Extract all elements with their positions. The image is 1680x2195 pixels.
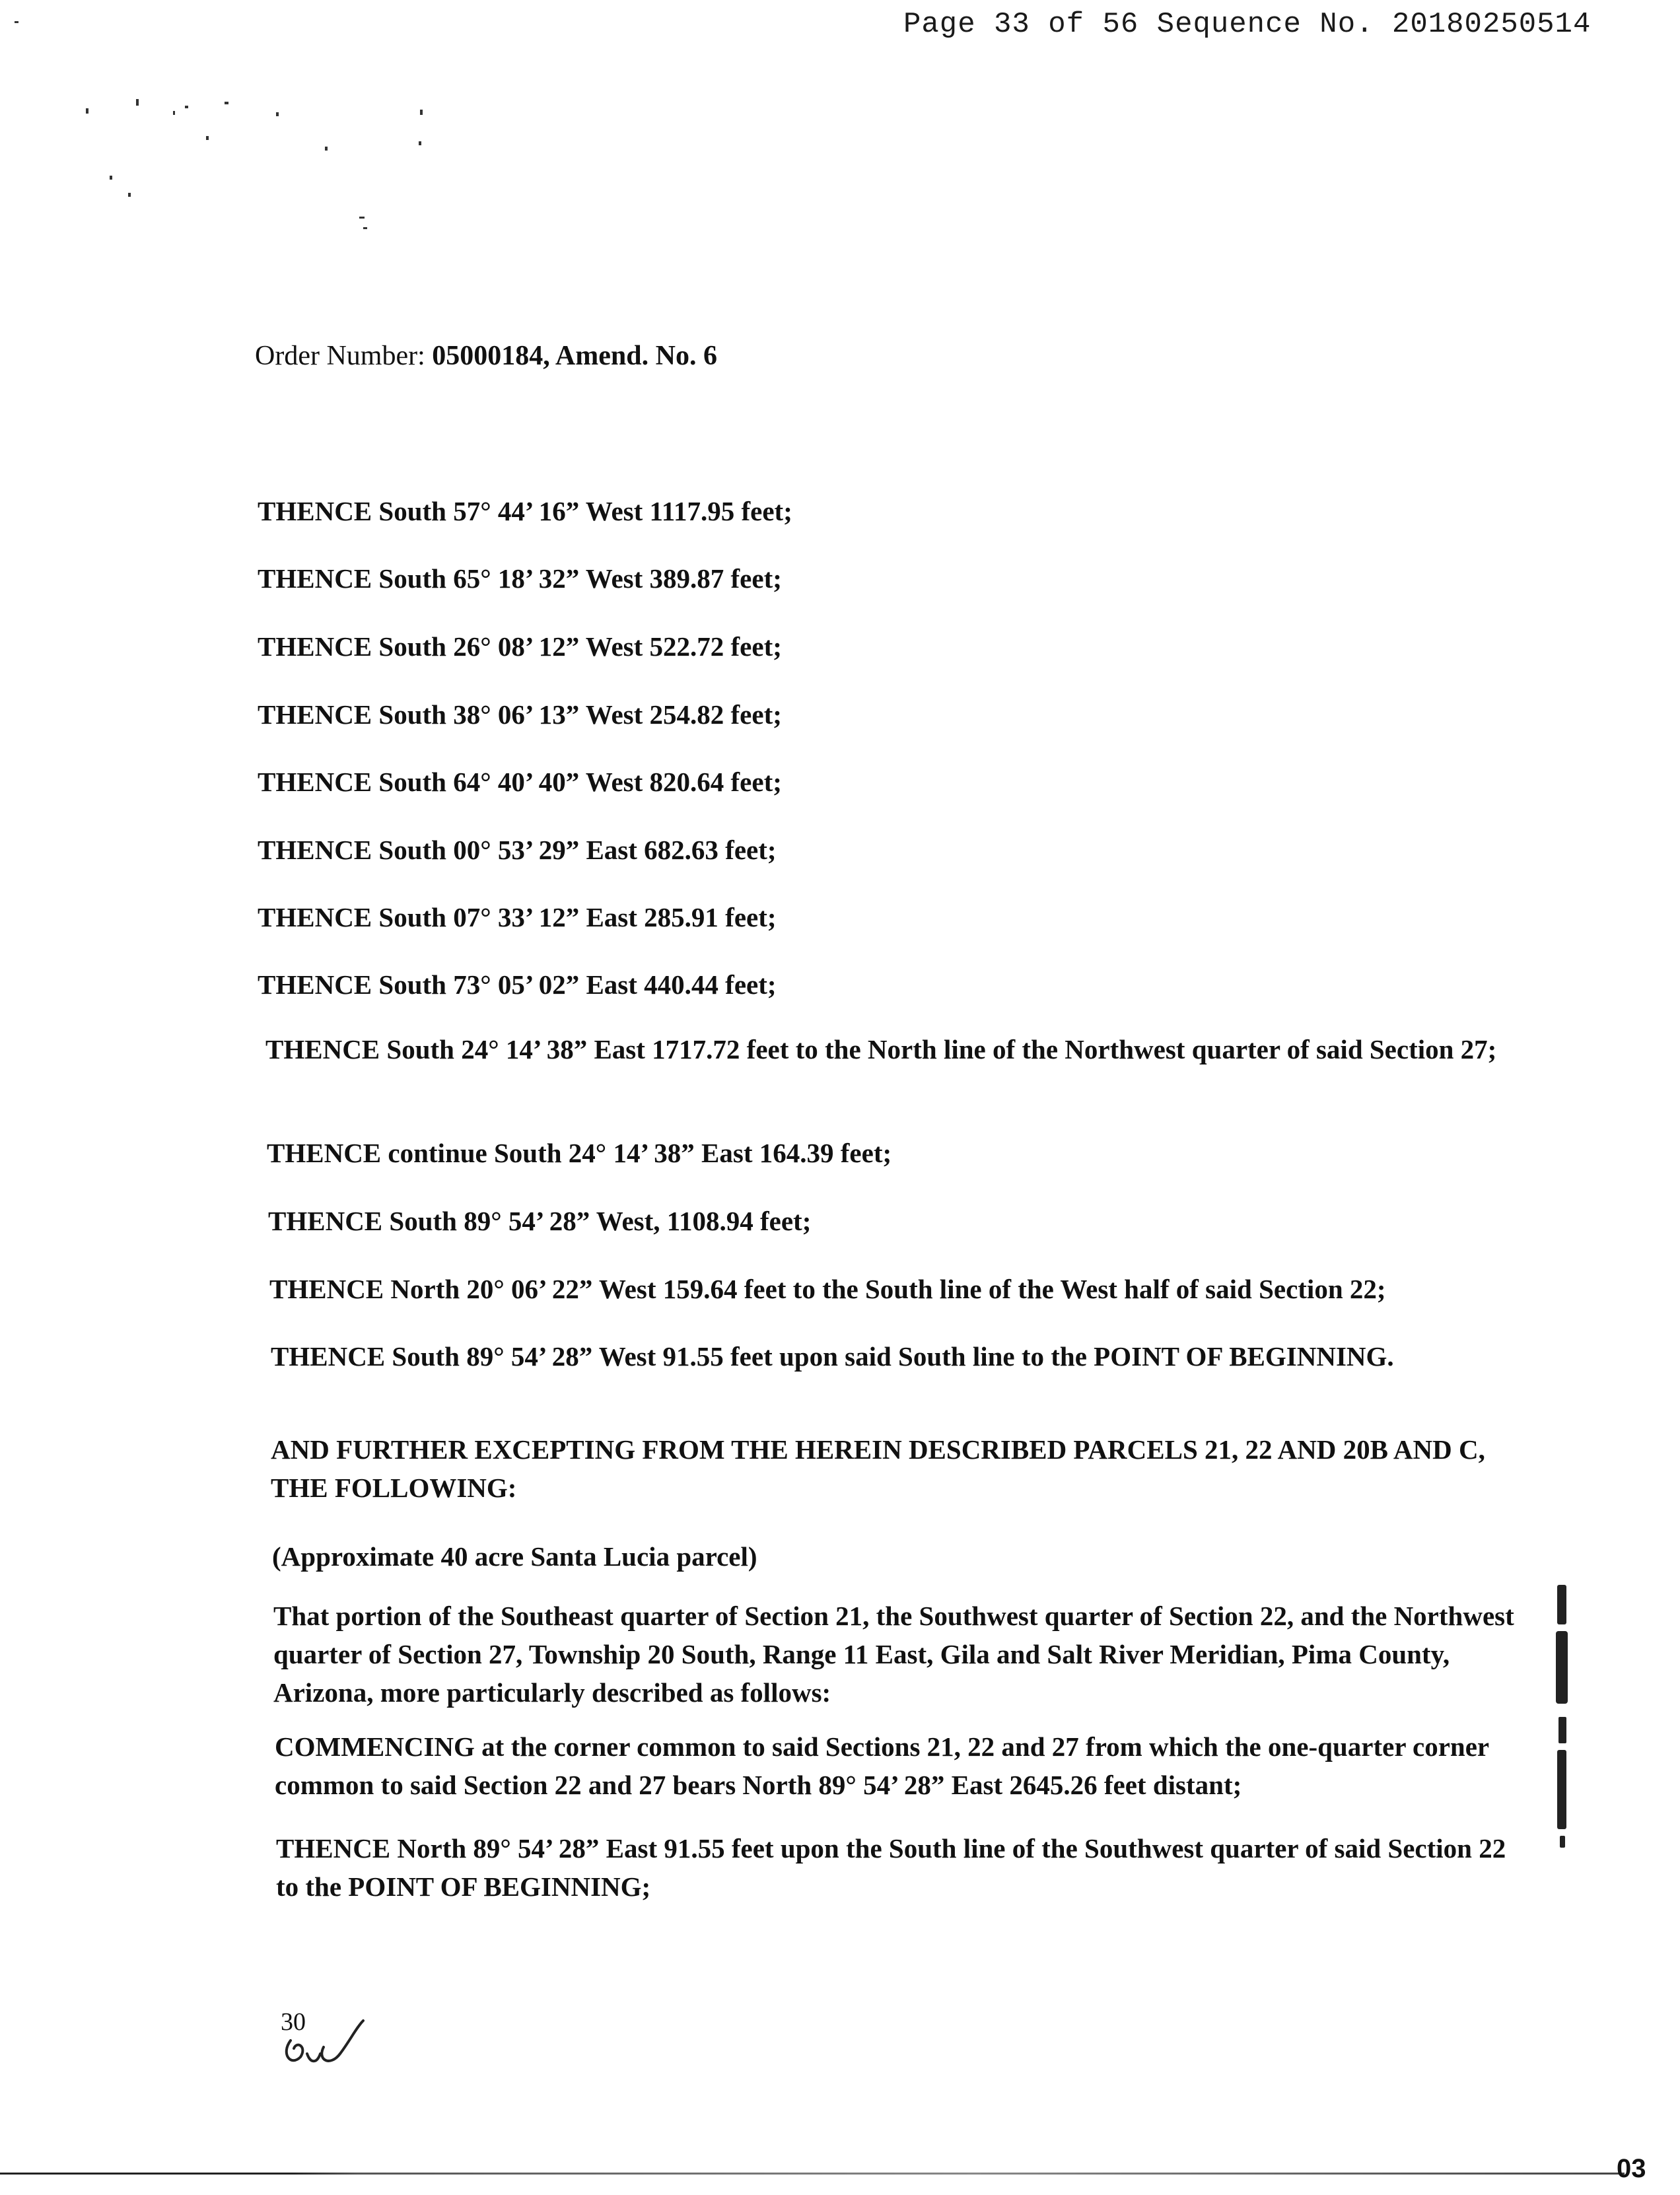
course-line: THENCE continue South 24° 14’ 38” East 164.39 feet; [267, 1138, 892, 1168]
commencing-paragraph: COMMENCING at the corner common to said Sections 21, 22 and 27 from which the one-quarter corner common to said Section 22 and 27 bears North 89° 54’ 28” East 2645.26 feet distant; [275, 1731, 1489, 1800]
course-line: THENCE South 89° 54’ 28” West, 1108.94 feet; [268, 1206, 812, 1236]
order-number-value: 05000184, Amend. No. 6 [432, 341, 717, 371]
course-line: THENCE South 57° 44’ 16” West 1117.95 feet; [258, 496, 792, 526]
course-line: THENCE South 65° 18’ 32” West 389.87 feet; [258, 563, 782, 594]
thence-paragraph: THENCE North 89° 54’ 28” East 91.55 feet upon the South line of the Southwest quarter of said Section 22 to the POINT OF BEGINNING; [276, 1833, 1506, 1902]
page-sequence-header: Page 33 of 56 Sequence No. 20180250514 [903, 8, 1592, 41]
recording-stamp-icon [1549, 1585, 1576, 1849]
exception-heading: AND FURTHER EXCEPTING FROM THE HEREIN DESCRIBED PARCELS 21, 22 AND 20B AND C, THE FOLLOWING: [271, 1434, 1485, 1503]
footer-rule [0, 2173, 1625, 2175]
course-line: THENCE South 26° 08’ 12” West 522.72 feet; [258, 631, 782, 662]
order-number-line [255, 340, 717, 372]
course-line: THENCE South 24° 14’ 38” East 1717.72 feet to the North line of the Northwest quarter of said Section 27; [265, 1034, 1497, 1064]
course-line: THENCE South 89° 54’ 28” West 91.55 feet upon said South line to the POINT OF BEGINNING. [271, 1341, 1394, 1372]
course-line: THENCE South 73° 05’ 02” East 440.44 feet; [258, 969, 777, 1000]
footer-corner-mark: 03 [1617, 2154, 1646, 2183]
course-line: THENCE South 38° 06’ 13” West 254.82 feet; [258, 699, 782, 730]
order-number-label: Order Number: [255, 341, 425, 371]
course-line: THENCE South 64° 40’ 40” West 820.64 feet; [258, 767, 782, 797]
course-line: THENCE South 00° 53’ 29” East 682.63 feet; [258, 835, 777, 865]
course-line: THENCE North 20° 06’ 22” West 159.64 feet to the South line of the West half of said Section 22; [269, 1274, 1386, 1304]
legal-description-paragraph: That portion of the Southeast quarter of Section 21, the Southwest quarter of Section 22, and the Northwest quarter of Section 27, Township 20 South, Range 11 East, Gila and Salt River Meridian, Pima County, Arizona, more particularly described as follows: [273, 1601, 1514, 1708]
exception-subheading: (Approximate 40 acre Santa Lucia parcel) [272, 1541, 757, 1572]
page-number: 30 [281, 2008, 306, 2036]
course-line: THENCE South 07° 33’ 12” East 285.91 feet; [258, 902, 777, 932]
handwritten-initials-icon [277, 2001, 370, 2073]
